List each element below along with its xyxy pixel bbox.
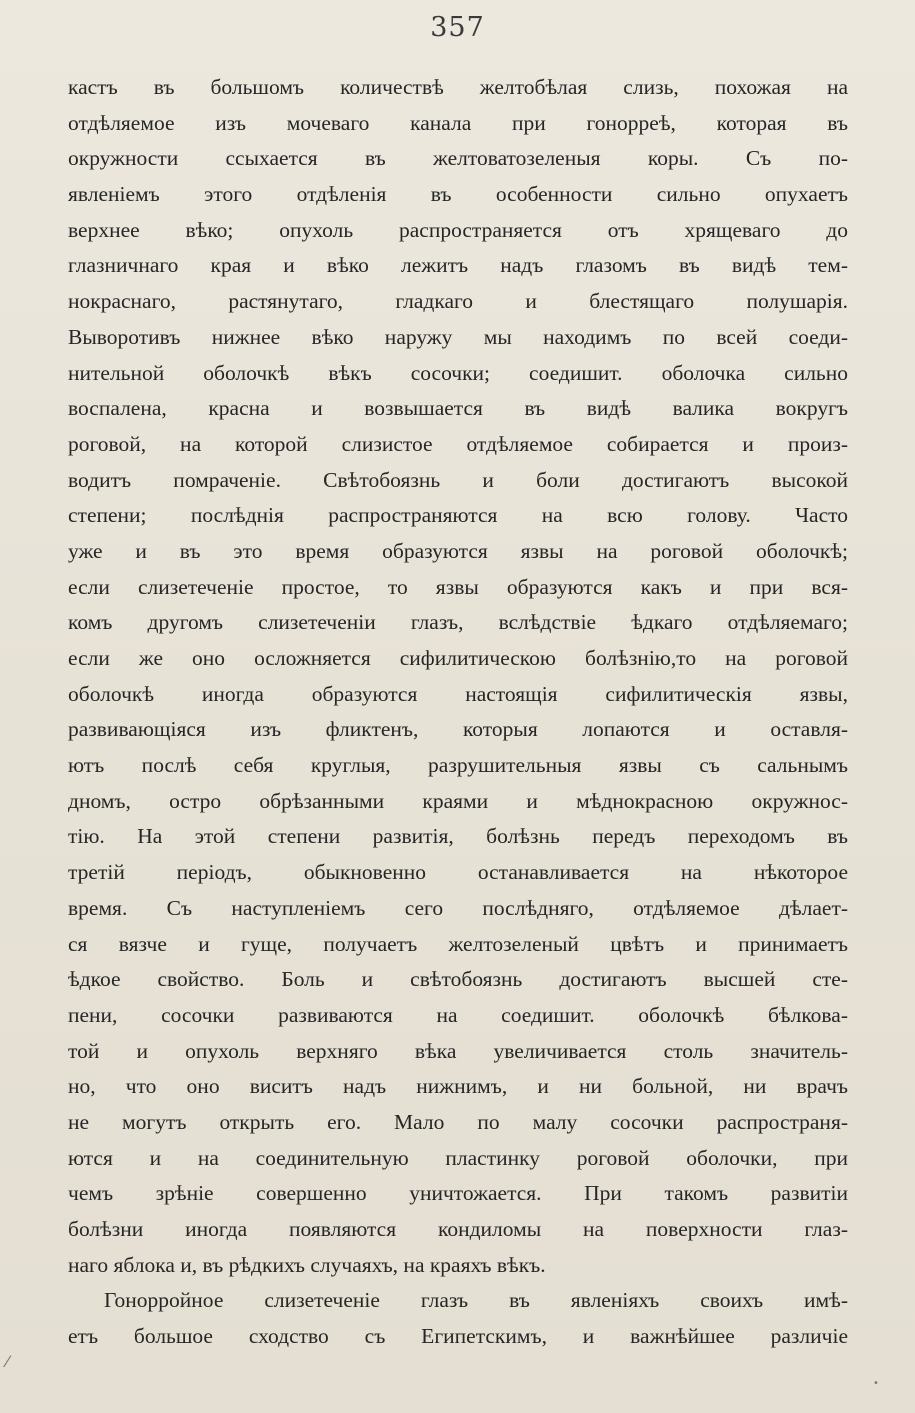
- text-line: ютъ послѣ себя круглыя, разрушительныя язвы съ сальнымъ: [68, 753, 848, 778]
- text-line: окружности ссыхается въ желтоватозеленыя коры. Съ по-: [68, 146, 848, 171]
- text-line: чемъ зрѣніе совершенно уничтожается. При такомъ развитіи: [68, 1181, 848, 1206]
- body-text: [68, 70, 848, 1355]
- text-line: нительной оболочкѣ вѣкъ сосочки; соедишит. оболочка сильно: [68, 360, 848, 385]
- text-line: нокраснаго, растянутаго, гладкаго и блестящаго полушарія.: [68, 289, 848, 314]
- text-line: воспалена, красна и возвышается въ видѣ валика вокругъ: [68, 396, 848, 421]
- page-speck-mark: •: [873, 1378, 879, 1389]
- text-line: ся вязче и гуще, получаетъ желтозеленый цвѣтъ и принимаетъ: [68, 931, 848, 956]
- page-number: 357: [430, 12, 485, 43]
- text-line: Гонорройное слизетеченіе глазъ въ явленіяхъ своихъ имѣ-: [104, 1288, 848, 1313]
- text-line: степени; послѣднія распространяются на всю голову. Часто: [68, 503, 848, 528]
- text-line: етъ большое сходство съ Египетскимъ, и важнѣйшее различіе: [68, 1324, 848, 1349]
- paragraph-1: [68, 70, 848, 1283]
- text-line: уже и въ это время образуются язвы на роговой оболочкѣ;: [68, 538, 848, 563]
- text-line: Выворотивъ нижнее вѣко наружу мы находимъ по всей соеди-: [68, 324, 848, 349]
- text-line: если же оно осложняется сифилитическою болѣзнію,то на роговой: [68, 646, 848, 670]
- text-line: наго яблока и, въ рѣдкихъ случаяхъ, на краяхъ вѣкъ.: [68, 1252, 546, 1277]
- text-line: роговой, на которой слизистое отдѣляемое собирается и произ-: [68, 431, 848, 456]
- text-line: время. Съ наступленіемъ сего послѣдняго, отдѣляемое дѣлает-: [68, 895, 848, 920]
- paragraph-2: [68, 1283, 848, 1354]
- text-line: ются и на соединительную пластинку роговой оболочки, при: [68, 1145, 848, 1170]
- text-line: болѣзни иногда появляются кондиломы на поверхности глаз-: [68, 1217, 848, 1241]
- text-line: водитъ помраченіе. Свѣтобоязнь и боли достигаютъ высокой: [68, 467, 848, 492]
- text-line: тію. На этой степени развитія, болѣзнь передъ переходомъ въ: [68, 824, 848, 849]
- text-line: если слизетеченіе простое, то язвы образуются какъ и при вся-: [68, 574, 848, 599]
- text-line: не могутъ открыть его. Мало по малу сосочки распространя-: [68, 1109, 848, 1134]
- text-line: той и опухоль верхняго вѣка увеличивается столь значитель-: [68, 1038, 848, 1063]
- text-line: явленіемъ этого отдѣленія въ особенности сильно опухаетъ: [68, 182, 848, 207]
- text-line: третій періодъ, обыкновенно останавливается на нѣкоторое: [68, 860, 848, 885]
- text-line: верхнее вѣко; опухоль распространяется отъ хрящеваго до: [68, 217, 848, 242]
- text-line: но, что оно виситъ надъ нижнимъ, и ни больной, ни врачъ: [68, 1074, 848, 1099]
- text-line: комъ другомъ слизетеченіи глазъ, вслѣдствіе ѣдкаго отдѣляемаго;: [68, 610, 848, 635]
- text-line: оболочкѣ иногда образуются настоящія сифилитическія язвы,: [68, 681, 848, 706]
- text-line: глазничнаго края и вѣко лежитъ надъ глазомъ въ видѣ тем-: [68, 253, 848, 278]
- text-line: кастъ въ большомъ количествѣ желтобѣлая слизь, похожая на: [68, 75, 848, 99]
- text-line: развивающіяся изъ фликтенъ, которыя лопаются и оставля-: [68, 717, 848, 742]
- text-line: отдѣляемое изъ мочеваго канала при гонорреѣ, которая въ: [68, 110, 848, 135]
- text-line: пени, сосочки развиваются на соедишит. оболочкѣ бѣлкова-: [68, 1002, 848, 1027]
- text-line: ѣдкое свойство. Боль и свѣтобоязнь достигаютъ высшей сте-: [68, 967, 848, 992]
- margin-tick-mark: ⁄: [6, 1352, 9, 1371]
- text-line: дномъ, остро обрѣзанными краями и мѣднокрасною окружнос-: [68, 788, 848, 813]
